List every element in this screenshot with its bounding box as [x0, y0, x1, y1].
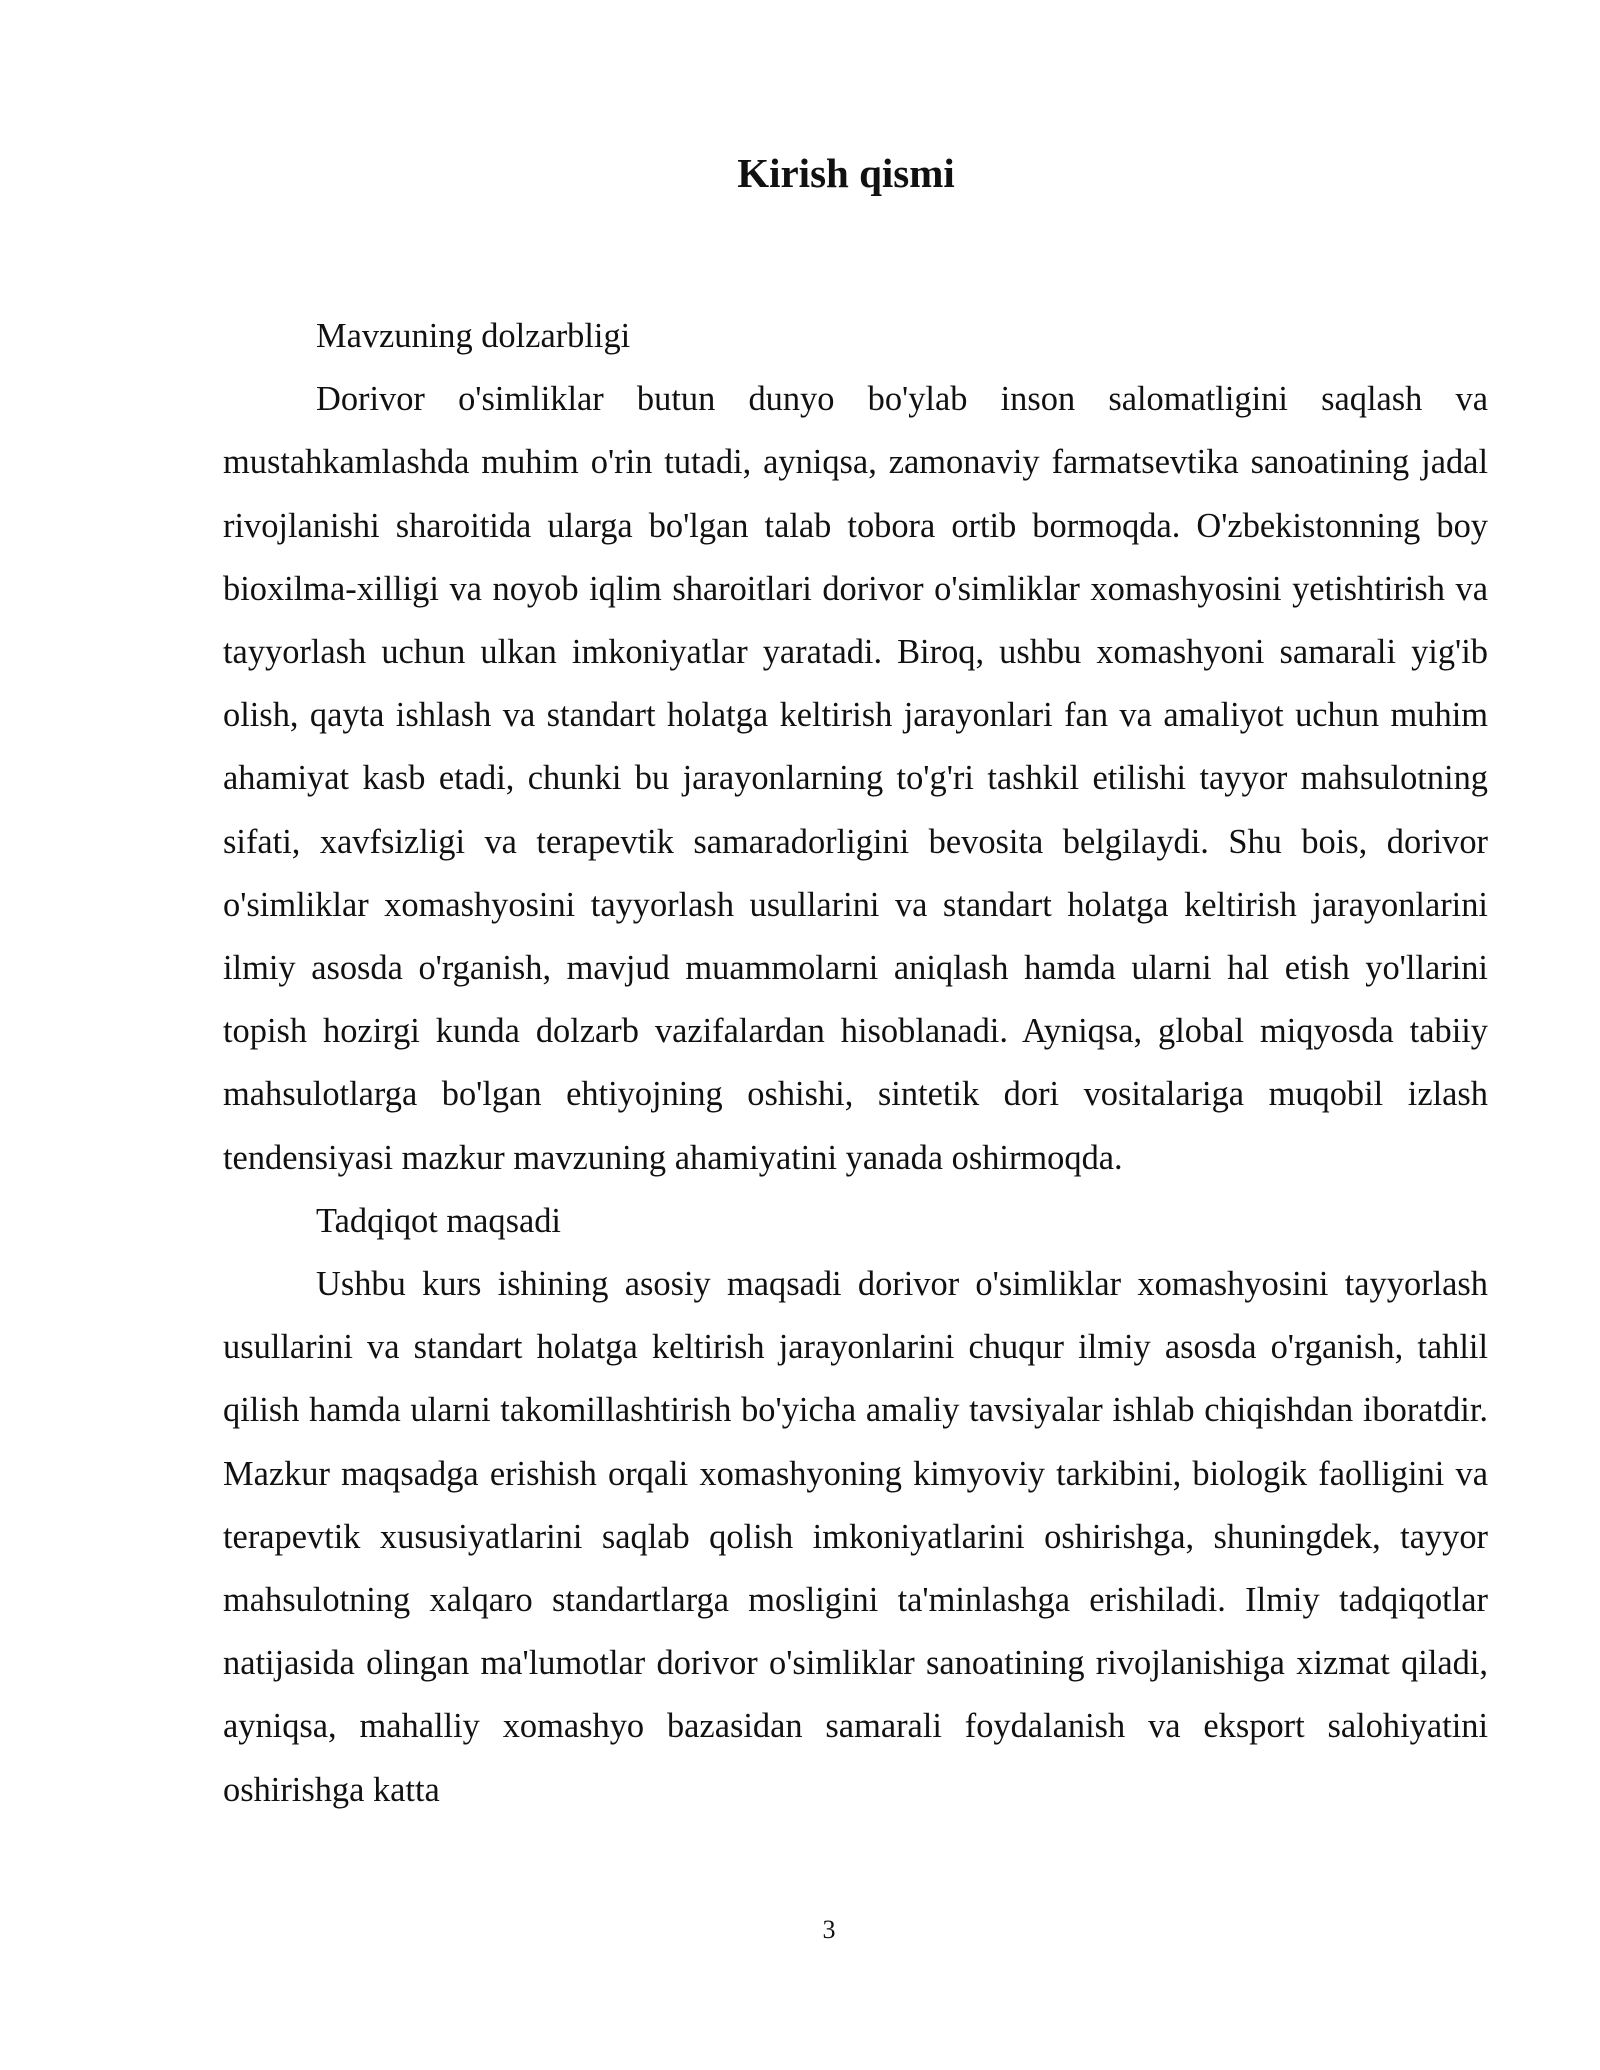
body-text [223, 305, 1488, 1822]
section-heading-research-goal: Tadqiqot maqsadi [316, 1201, 561, 1240]
page-number: 3 [822, 1915, 836, 1944]
section-paragraph-relevance: Dorivor o'simliklar butun dunyo bo'ylab inson salomatligini saqlash va mustahkamlashda muhim o'rin tutadi, ayniqsa, zamonaviy farmatsevtika sanoatining jadal rivojlanishi sharoitida ularga bo'lgan talab tobora ortib bormoqda. O'zbekistonning boy bioxilma-xilligi va noyob iqlim sharoitlari dorivor o'simliklar xomashyosini yetishtirish va tayyorlash uchun ulkan imkoniyatlar yaratadi. Biroq, ushbu xomashyoni samarali yig'ib olish, qayta ishlash va standart holatga keltirish jarayonlari fan va amaliyot uchun muhim ahamiyat kasb etadi, chunki bu jarayonlarning to'g'ri tashkil etilishi tayyor mahsulotning sifati, xavfsizligi va terapevtik samaradorligini bevosita belgilaydi. Shu bois, dorivor o'simliklar xomashyosini tayyorlash usullarini va standart holatga keltirish jarayonlarini ilmiy asosda o'rganish, mavjud muammolarni aniqlash hamda ularni hal etish yo'llarini topish hozirgi kunda dolzarb vazifalardan hisoblanadi. Ayniqsa, global miqyosda tabiiy mahsulotlarga bo'lgan ehtiyojning oshishi, sintetik dori vositalariga muqobil izlash tendensiyasi mazkur mavzuning ahamiyatini yanada oshirmoqda. [223, 380, 1488, 1177]
page-title: Kirish qismi [737, 150, 955, 196]
section-paragraph-research-goal: Ushbu kurs ishining asosiy maqsadi dorivor o'simliklar xomashyosini tayyorlash usullarini va standart holatga keltirish jarayonlarini chuqur ilmiy asosda o'rganish, tahlil qilish hamda ularni takomillashtirish bo'yicha amaliy tavsiyalar ishlab chiqishdan iboratdir. Mazkur maqsadga erishish orqali xomashyoning kimyoviy tarkibini, biologik faolligini va terapevtik xususiyatlarini saqlab qolish imkoniyatlarini oshirishga, shuningdek, tayyor mahsulotning xalqaro standartlarga mosligini ta'minlashga erishiladi. Ilmiy tadqiqotlar natijasida olingan ma'lumotlar dorivor o'simliklar sanoatining rivojlanishiga xizmat qiladi, ayniqsa, mahalliy xomashyo bazasidan samarali foydalanish va eksport salohiyatini oshirishga katta [223, 1265, 1488, 1809]
section-heading-relevance: Mavzuning dolzarbligi [316, 317, 631, 355]
